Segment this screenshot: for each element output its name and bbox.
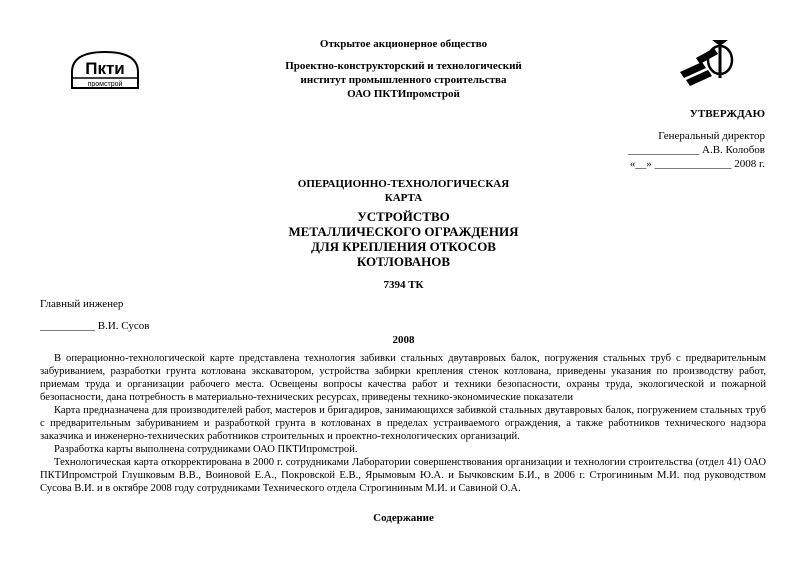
paragraph: Технологическая карта откорректирована в 2000 г. сотрудниками Лаборатории совершенствования организации и технологии строительства (отдел 41) ОАО ПКТИпромстрой Глушковым В.В., Воиновой Е.А., Покровской Е.В., Ярымовым Ю.А. и Бычковским Б.И., в 2006 г. Строгининым М.И. под руководством Сусова В.И. и в октябре 2008 году сотрудниками Технического отдела Строгининым М.И. и Савиной О.А. bbox=[40, 457, 766, 494]
approval-position: Генеральный директор bbox=[658, 130, 765, 142]
approval-date: «__» ______________ 2008 г. bbox=[629, 158, 765, 170]
paragraph: В операционно-технологической карте представлена технология забивки стальных двутавровых балок, погружения стальных труб с предварительным забуриванием, разработки грунта котлована экскаватором, устройства забирки крепления стенок котлована, приведены указания по производству работ, приемам труда и организации рабочего места. Освещены вопросы качества работ и техники безопасности, охраны труда, экологической и пожарной безопасности, дана потребность в материально-технических ресурсах, приведены технико-экономические показатели bbox=[40, 353, 766, 403]
document-code: 7394 ТК bbox=[383, 279, 424, 291]
chief-engineer-signature: __________ В.И. Сусов bbox=[40, 320, 150, 332]
document-kind-line1: ОПЕРАЦИОННО-ТЕХНОЛОГИЧЕСКАЯ bbox=[297, 178, 510, 190]
org-short-name: ОАО ПКТИпромстрой bbox=[347, 88, 460, 100]
title-line3: ДЛЯ КРЕПЛЕНИЯ ОТКОСОВ bbox=[311, 239, 496, 254]
logo-top-text: Пкти bbox=[85, 59, 125, 78]
org-name-line2: институт промышленного строительства bbox=[300, 74, 507, 86]
org-name-line1: Проектно-конструкторский и технологический bbox=[285, 60, 522, 72]
title-line4: КОТЛОВАНОВ bbox=[356, 254, 451, 269]
title-line1: УСТРОЙСТВО bbox=[357, 209, 450, 224]
chief-engineer-block bbox=[40, 297, 149, 333]
pktipromstroy-logo bbox=[66, 50, 144, 90]
approval-signature: _____________ А.В. Колобов bbox=[627, 144, 765, 156]
emblem-logo bbox=[676, 34, 740, 88]
document-title-block bbox=[200, 177, 607, 291]
document-kind-line2: КАРТА bbox=[384, 192, 423, 204]
paragraph: Разработка карты выполнена сотрудниками ОАО ПКТИпромстрой. bbox=[54, 444, 358, 455]
org-type: Открытое акционерное общество bbox=[319, 38, 488, 50]
approval-block bbox=[545, 107, 765, 171]
document-body bbox=[40, 352, 766, 495]
approval-heading: УТВЕРЖДАЮ bbox=[689, 108, 765, 120]
title-line2: МЕТАЛЛИЧЕСКОГО ОГРАЖДЕНИЯ bbox=[288, 224, 519, 239]
document-year: 2008 bbox=[392, 334, 415, 346]
chief-engineer-position: Главный инженер bbox=[40, 298, 124, 310]
organization-header bbox=[200, 37, 607, 101]
logo-bottom-text: промстрой bbox=[87, 81, 123, 88]
paragraph: Карта предназначена для производителей работ, мастеров и бригадиров, занимающихся забивкой стальных двутавровых балок, погружением стальных труб с предварительным забуриванием и разработкой грунта в котлованах в пределах устраиваемого ограждения, а также работников технического надзора заказчика и инженерно-технических работников строительных и проектно-технологических организаций. bbox=[40, 405, 766, 442]
contents-heading: Содержание bbox=[373, 512, 434, 524]
